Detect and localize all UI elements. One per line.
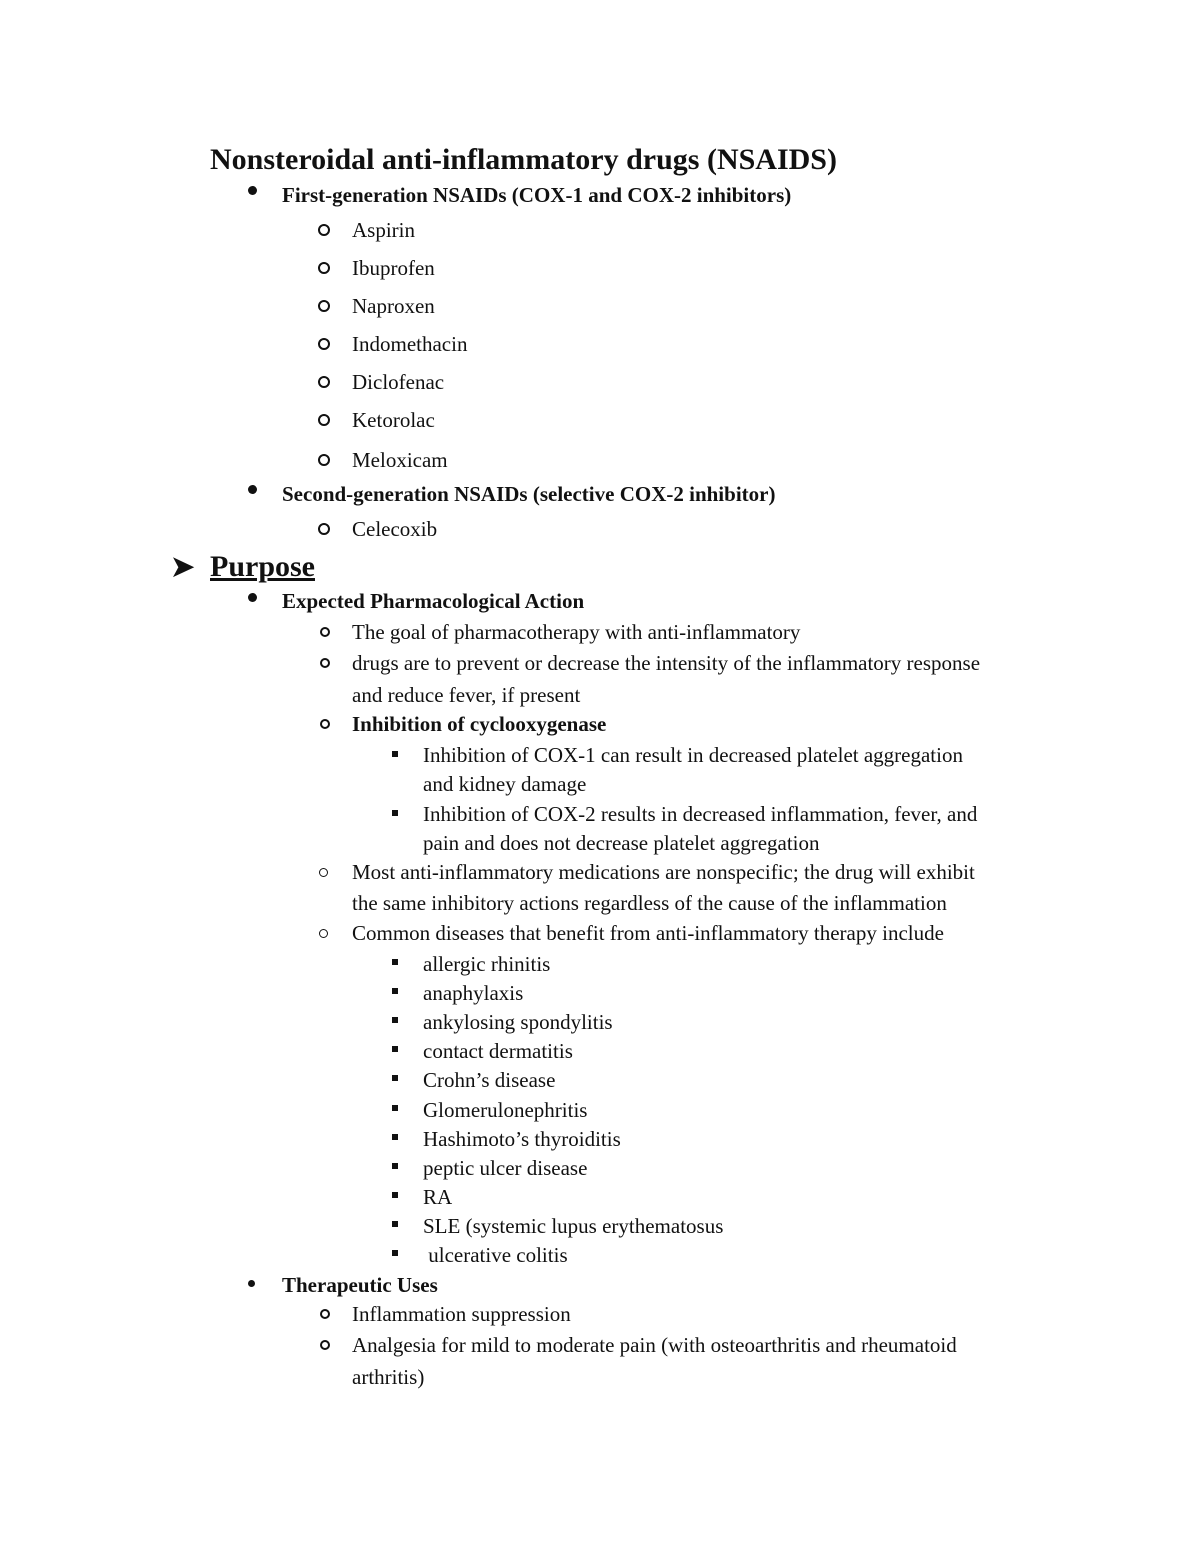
list-item-continued: the same inhibitory actions regardless of the cause of the inflammation [352,891,947,915]
drug-item: Ketorolac [352,408,435,432]
square-bullet-icon [392,988,398,994]
disease-item: anaphylaxis [423,981,524,1005]
purpose-heading: Purpose [210,550,315,583]
circle-bullet-icon [318,376,330,388]
drug-item: Ibuprofen [352,256,435,280]
circle-bullet-icon [318,454,330,466]
bullet-icon [248,1280,255,1287]
square-bullet-icon [392,1134,398,1140]
list-item-continued: and kidney damage [423,772,587,796]
circle-bullet-icon [319,868,328,877]
disease-item: Glomerulonephritis [423,1098,588,1122]
list-item-continued: pain and does not decrease platelet aggregation [423,831,820,855]
drug-item: Meloxicam [352,448,448,472]
square-bullet-icon [392,1105,398,1111]
second-gen-heading: Second-generation NSAIDs (selective COX-2 inhibitor) [282,482,776,506]
square-bullet-icon [392,1250,398,1256]
bullet-icon [248,593,257,602]
circle-bullet-icon [318,523,330,535]
drug-item: Aspirin [352,218,415,242]
first-gen-heading: First-generation NSAIDs (COX-1 and COX-2 inhibitors) [282,183,792,207]
disease-item: Crohn’s disease [423,1068,556,1092]
list-item: Inhibition of COX-1 can result in decreased platelet aggregation [423,743,963,767]
list-item: Inflammation suppression [352,1302,571,1326]
square-bullet-icon [392,1192,398,1198]
list-item: Inhibition of COX-2 results in decreased inflammation, fever, and [423,802,978,826]
list-item: Most anti-inflammatory medications are nonspecific; the drug will exhibit [352,860,975,884]
circle-bullet-icon [318,224,330,236]
circle-bullet-icon [319,929,328,938]
disease-item: peptic ulcer disease [423,1156,588,1180]
circle-bullet-icon [320,658,330,668]
disease-item: ankylosing spondylitis [423,1010,613,1034]
circle-bullet-icon [320,1340,330,1350]
bullet-icon [248,186,257,195]
circle-bullet-icon [318,414,330,426]
list-item: drugs are to prevent or decrease the intensity of the inflammatory response [352,651,981,675]
drug-item: Naproxen [352,294,435,318]
action-heading: Expected Pharmacological Action [282,589,585,613]
square-bullet-icon [392,1075,398,1081]
cox-heading: Inhibition of cyclooxygenase [352,712,607,736]
disease-item: SLE (systemic lupus erythematosus [423,1214,724,1238]
square-bullet-icon [392,959,398,965]
disease-item: allergic rhinitis [423,952,551,976]
circle-bullet-icon [318,300,330,312]
arrow-bullet-icon: ➤ [171,552,195,583]
square-bullet-icon [392,810,398,816]
list-item-continued: arthritis) [352,1365,425,1389]
square-bullet-icon [392,1221,398,1227]
disease-item: contact dermatitis [423,1039,573,1063]
drug-item: Diclofenac [352,370,445,394]
page-title: Nonsteroidal anti-inflammatory drugs (NSAIDS) [210,143,837,176]
disease-item: Hashimoto’s thyroiditis [423,1127,621,1151]
bullet-icon [248,485,257,494]
list-item: Common diseases that benefit from anti-inflammatory therapy include [352,921,944,945]
list-item-continued: and reduce fever, if present [352,683,581,707]
circle-bullet-icon [318,262,330,274]
circle-bullet-icon [320,719,330,729]
drug-item: Celecoxib [352,517,438,541]
uses-heading: Therapeutic Uses [282,1273,438,1297]
square-bullet-icon [392,1046,398,1052]
square-bullet-icon [392,1163,398,1169]
square-bullet-icon [392,751,398,757]
square-bullet-icon [392,1017,398,1023]
circle-bullet-icon [320,1309,330,1319]
circle-bullet-icon [318,338,330,350]
circle-bullet-icon [320,627,330,637]
drug-item: Indomethacin [352,332,468,356]
disease-item: RA [423,1185,453,1209]
disease-item: ulcerative colitis [423,1243,568,1267]
list-item: The goal of pharmacotherapy with anti-inflammatory [352,620,801,644]
list-item: Analgesia for mild to moderate pain (with osteoarthritis and rheumatoid [352,1333,957,1357]
